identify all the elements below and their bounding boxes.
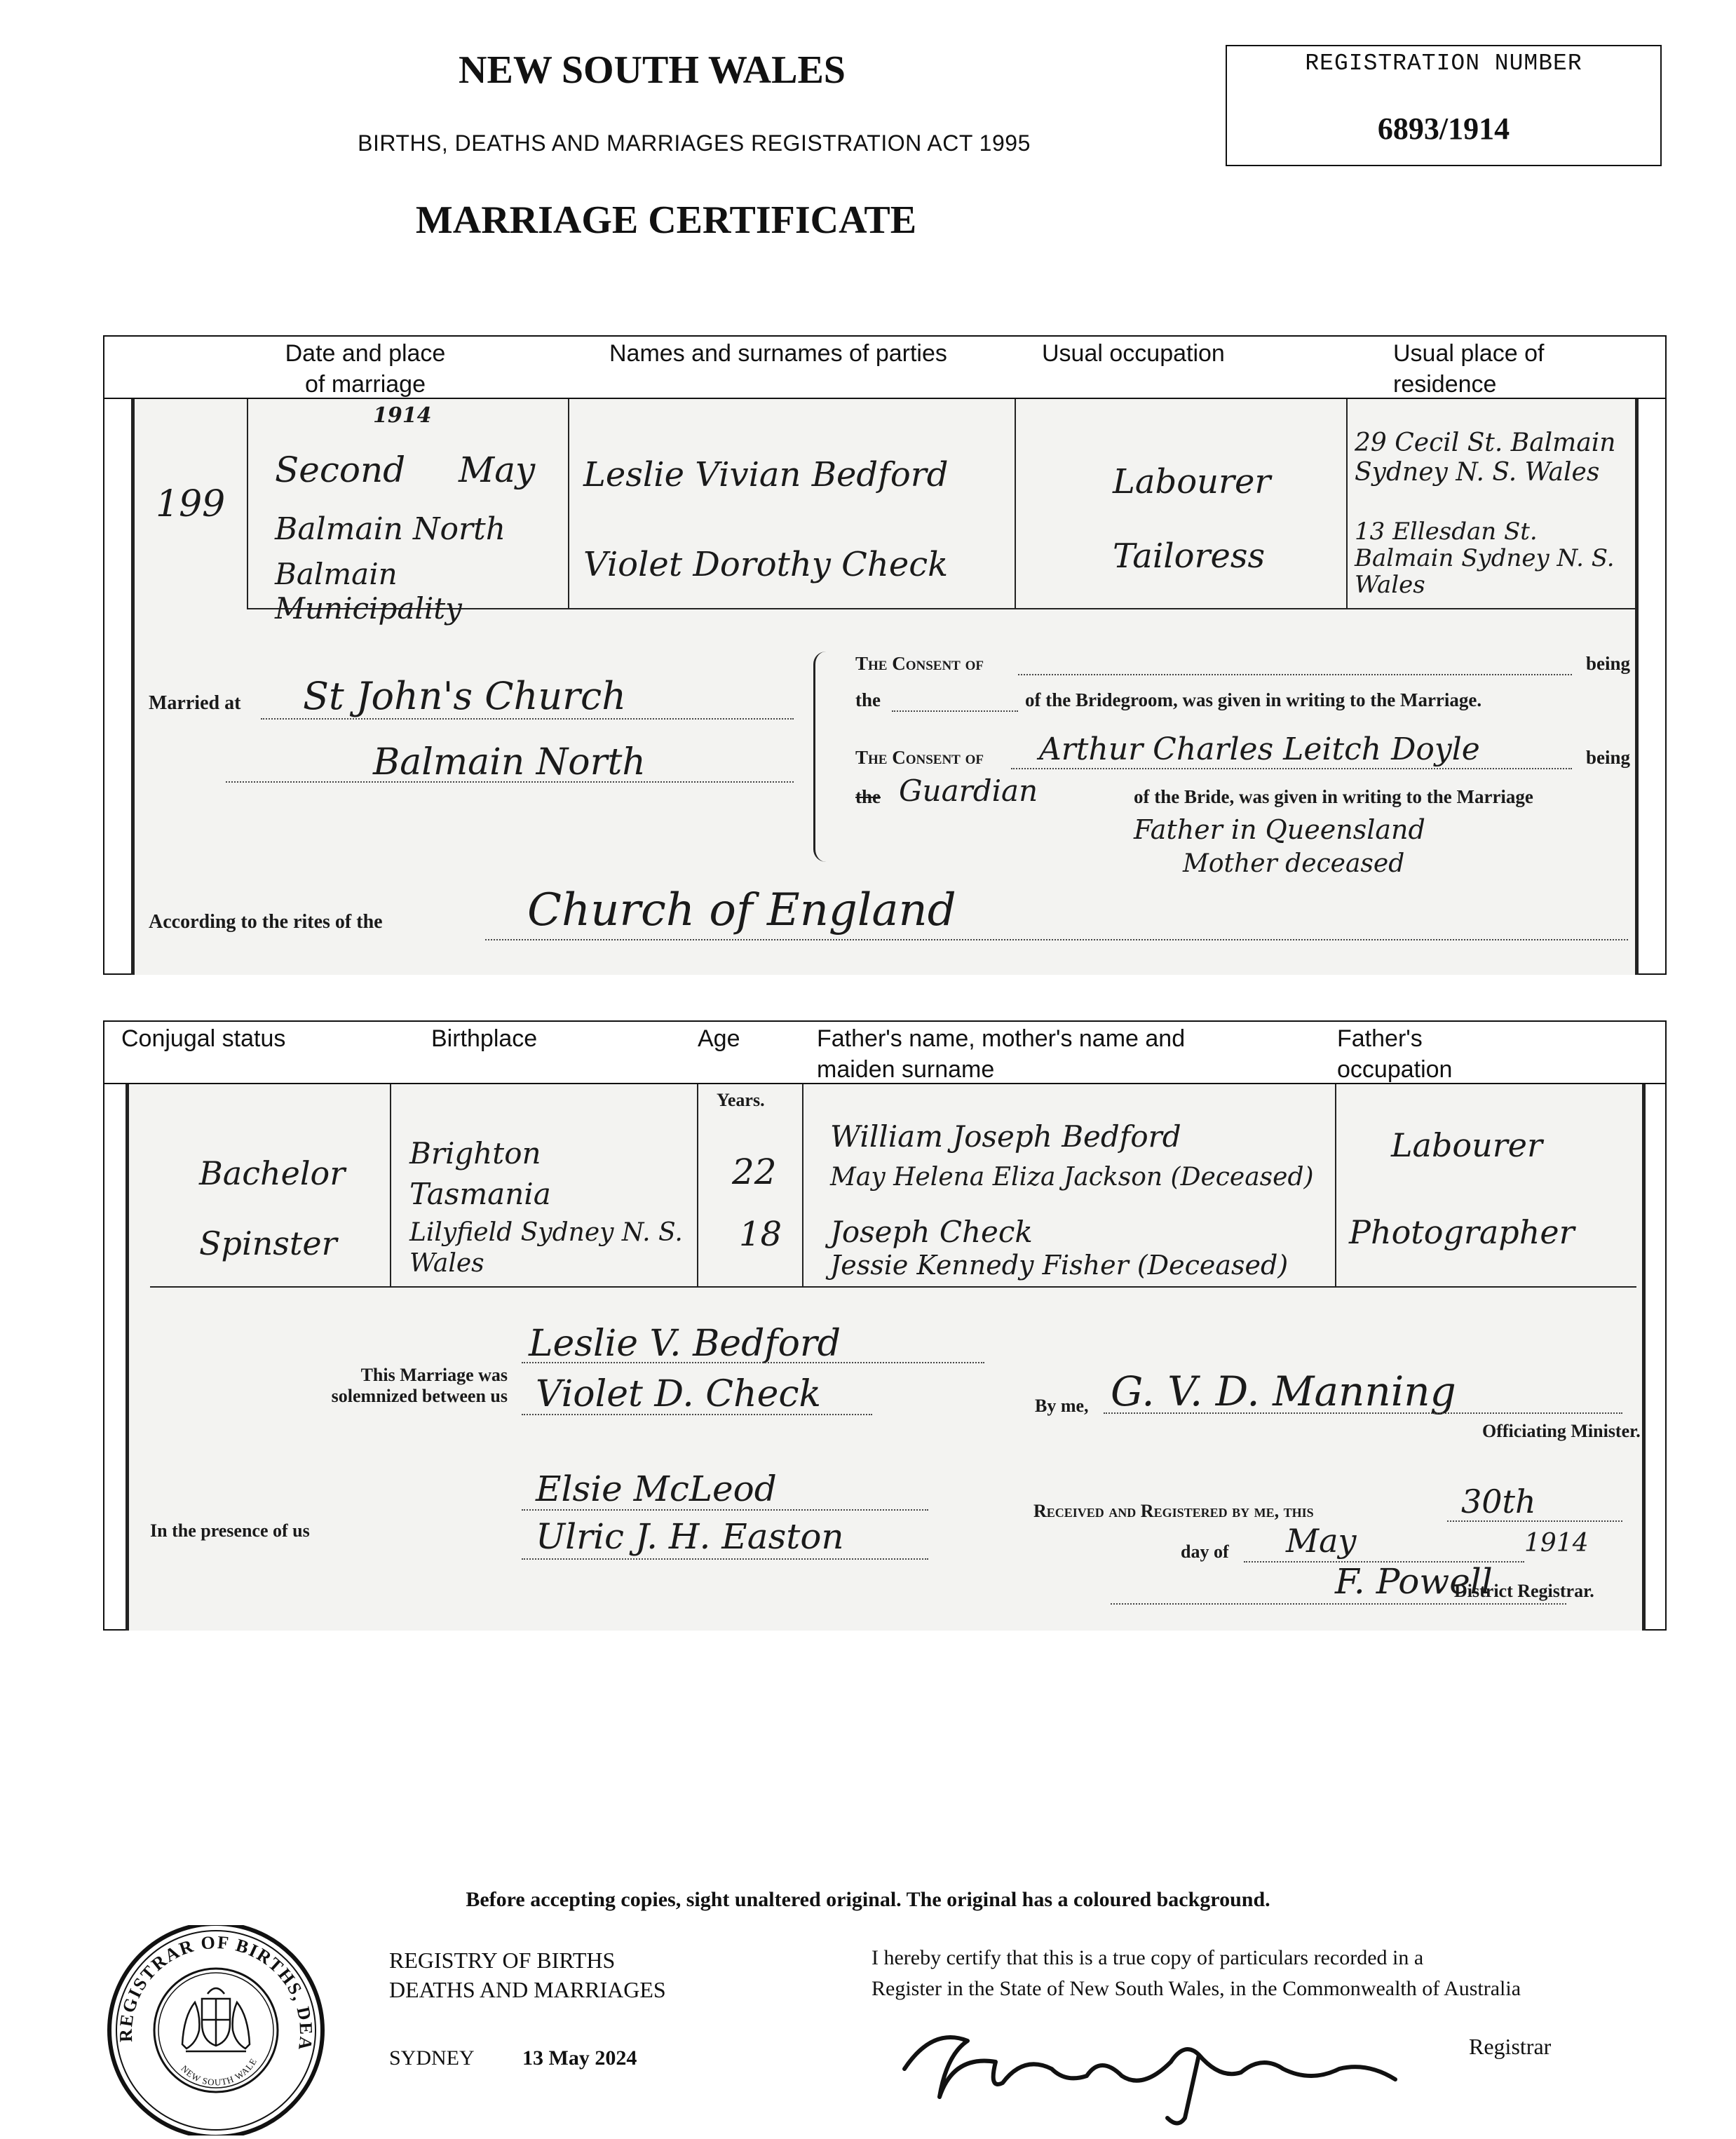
- parents-bridegroom-father: William Joseph Bedford: [830, 1119, 1181, 1154]
- birthplace-bride: Lilyfield Sydney N. S. Wales: [409, 1218, 683, 1278]
- witness-1: Elsie McLeod: [536, 1469, 777, 1509]
- entry-number: 199: [156, 483, 226, 525]
- age-bridegroom: 22: [732, 1152, 777, 1192]
- solemnized-label: [143, 1365, 508, 1407]
- witness-2: Ulric J. H. Easton: [536, 1516, 844, 1557]
- father-occupation-bride: Photographer: [1349, 1213, 1575, 1251]
- residence-bridegroom: 29 Cecil St. Balmain Sydney N. S. Wales: [1355, 429, 1616, 487]
- registrar-signature: [890, 2013, 1423, 2132]
- by-me-label: By me,: [1035, 1396, 1089, 1416]
- header-date-place: Date and place of marriage: [285, 340, 446, 398]
- marriage-place: Balmain North: [275, 511, 506, 547]
- signature-bridegroom: Leslie V. Bedford: [529, 1323, 841, 1365]
- residence-bride: 13 Ellesdan St. Balmain Sydney N. S. Wales: [1355, 518, 1615, 599]
- marriage-details-table: [103, 335, 1667, 975]
- table1-header-row: [104, 337, 1665, 399]
- registry-name-line1: REGISTRY OF BIRTHS: [389, 1948, 616, 1973]
- birthplace-bridegroom: Brighton Tasmania: [409, 1136, 551, 1211]
- certification-line2: Register in the State of New South Wales, in the Commonwealth of Australia: [872, 1977, 1521, 2000]
- parents-bride-father: Joseph Check: [830, 1215, 1033, 1249]
- seal-graphic: [105, 1925, 330, 2135]
- party-bride: Violet Dorothy Check: [583, 545, 949, 584]
- years-label: Years.: [717, 1090, 765, 1110]
- consent2-label: The Consent of: [855, 747, 984, 768]
- age-bride: 18: [739, 1215, 782, 1254]
- header-names: Names and surnames of parties: [609, 340, 947, 367]
- consent2-note-father: Father in Queensland: [1134, 814, 1425, 845]
- issue-date: 13 May 2024: [522, 2046, 637, 2070]
- status-bridegroom: Bachelor: [199, 1154, 346, 1192]
- registration-number-label: REGISTRATION NUMBER: [1305, 50, 1582, 76]
- received-year: 1914: [1524, 1529, 1589, 1558]
- copy-warning: Before accepting copies, sight unaltered original. The original has a coloured background.: [466, 1888, 1270, 1911]
- solemnized-label-line1: This Marriage was: [360, 1365, 508, 1385]
- consent1-label: The Consent of: [855, 653, 984, 674]
- seal-inner-text: NEW SOUTH WALE: [179, 2056, 259, 2088]
- registrar-title: Registrar: [1469, 2034, 1552, 2059]
- parents-bride-mother: Jessie Kennedy Fisher (Deceased): [830, 1250, 1289, 1281]
- consent2-note-mother: Mother deceased: [1183, 849, 1405, 878]
- married-at-label: Married at: [149, 692, 241, 714]
- registry-seal: [105, 1925, 330, 2135]
- marriage-year: 1914: [373, 403, 432, 428]
- registration-number-box: [1226, 45, 1662, 166]
- marriage-place-municipality: Balmain Municipality: [275, 557, 462, 626]
- rites-church: Church of England: [527, 884, 956, 936]
- received-month: May: [1286, 1522, 1357, 1560]
- presence-label: In the presence of us: [150, 1520, 310, 1541]
- header-occupation: Usual occupation: [1042, 340, 1225, 367]
- consent1-the: the: [855, 689, 881, 710]
- officiating-minister-title: Officiating Minister.: [1482, 1421, 1641, 1441]
- consent2-being: being: [1586, 747, 1631, 768]
- svg-text:REGISTRAR OF BIRTHS, DEATHS AN: [105, 1925, 316, 2051]
- consent1-being: being: [1586, 653, 1631, 674]
- issue-city: SYDNEY: [389, 2046, 475, 2070]
- header-conjugal-status: Conjugal status: [121, 1025, 286, 1052]
- header-father-occupation: Father's occupation: [1337, 1025, 1453, 1083]
- coat-of-arms-icon: [182, 1988, 250, 2051]
- table2-header-row: [104, 1022, 1665, 1084]
- status-bride: Spinster: [199, 1224, 337, 1262]
- header-birthplace: Birthplace: [431, 1025, 538, 1052]
- church-name: St John's Church: [303, 674, 627, 718]
- party-bridegroom: Leslie Vivian Bedford: [583, 455, 949, 494]
- parents-bridegroom-mother: May Helena Eliza Jackson (Deceased): [830, 1163, 1314, 1192]
- father-occupation-bridegroom: Labourer: [1391, 1126, 1542, 1164]
- occupation-bride: Tailoress: [1113, 537, 1266, 576]
- registration-number: 6893/1914: [1377, 112, 1510, 146]
- district-registrar-signature: F. Powell: [1335, 1561, 1493, 1602]
- header-parents: Father's name, mother's name and maiden surname: [817, 1025, 1186, 1083]
- header-residence: Usual place of residence: [1393, 340, 1545, 398]
- consent2-name: Arthur Charles Leitch Doyle: [1039, 731, 1480, 767]
- consent-brace: [813, 652, 832, 862]
- consent2-role: Guardian: [899, 774, 1038, 808]
- register-image-upper: [131, 399, 1639, 975]
- parties-details-table: [103, 1020, 1667, 1631]
- state-heading: NEW SOUTH WALES: [459, 48, 846, 92]
- seal-ring-text: REGISTRAR OF BIRTHS, DEA: [115, 1931, 317, 2051]
- consent2-the: the: [855, 786, 881, 807]
- header-age: Age: [698, 1025, 740, 1052]
- consent2-text: of the Bride, was given in writing to the Marriage: [1134, 786, 1533, 807]
- officiating-minister-signature: G. V. D. Manning: [1111, 1368, 1456, 1415]
- certification-line1: I hereby certify that this is a true copy of particulars recorded in a: [872, 1946, 1424, 1969]
- registry-name-line2: DEATHS AND MARRIAGES: [389, 1977, 666, 2002]
- signature-bride: Violet D. Check: [536, 1373, 821, 1415]
- consent1-text: of the Bridegroom, was given in writing to the Marriage.: [1025, 689, 1482, 710]
- solemnized-label-line2: solemnized between us: [331, 1386, 508, 1406]
- marriage-date: Second May: [275, 450, 536, 490]
- received-day: 30th: [1461, 1483, 1536, 1520]
- occupation-bridegroom: Labourer: [1113, 462, 1271, 501]
- register-image-lower: [126, 1084, 1646, 1631]
- received-label: Received and Registered by me, this: [1033, 1501, 1314, 1521]
- district-registrar-title: District Registrar.: [1454, 1581, 1594, 1601]
- day-of-label: day of: [1181, 1541, 1229, 1562]
- act-heading: BIRTHS, DEATHS AND MARRIAGES REGISTRATION ACT 1995: [358, 130, 1031, 156]
- rites-label: According to the rites of the: [149, 911, 383, 933]
- certificate-title: MARRIAGE CERTIFICATE: [415, 198, 917, 242]
- church-place: Balmain North: [373, 741, 646, 783]
- certification-text: [872, 1943, 1678, 2004]
- registry-name: [389, 1945, 666, 2004]
